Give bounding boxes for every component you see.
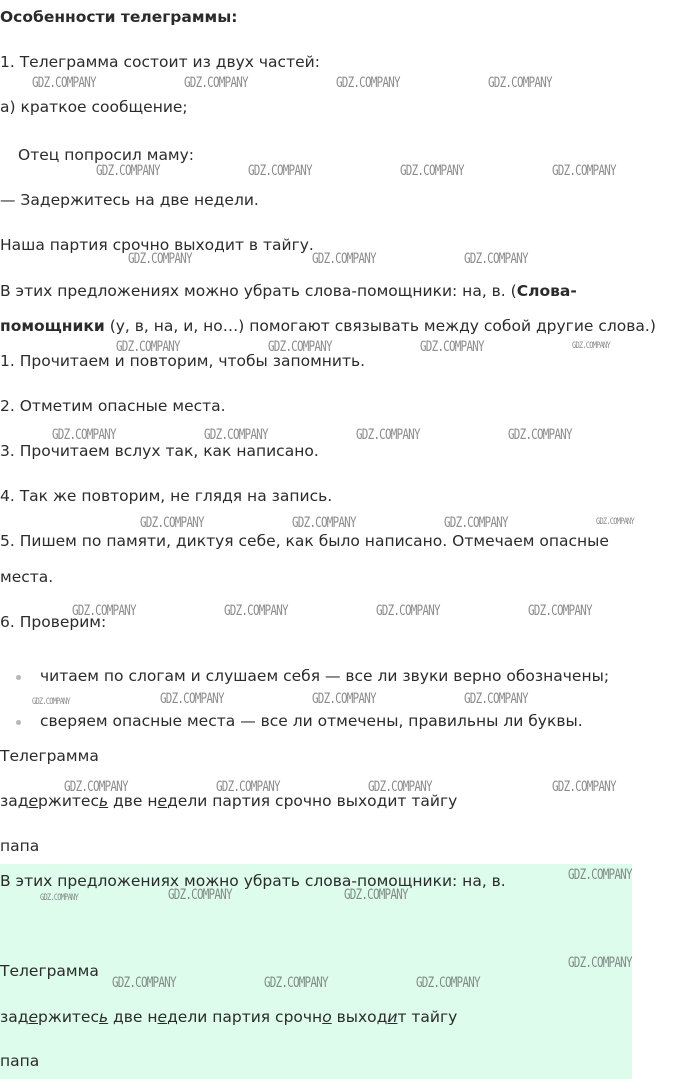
watermark: GDZ.COMPANY — [356, 427, 420, 443]
watermark: GDZ.COMPANY — [184, 75, 248, 91]
telegram-sign: папа — [0, 837, 40, 855]
step-5-cont: места. — [0, 568, 54, 586]
watermark: GDZ.COMPANY — [264, 975, 328, 991]
watermark: GDZ.COMPANY — [400, 163, 464, 179]
check-item-2: сверяем опасные места — все ли отмечены, правильны ли буквы. — [40, 712, 583, 730]
watermark: GDZ.COMPANY — [572, 341, 610, 351]
answer-telegram-sign: папа — [0, 1052, 40, 1070]
step-4: 4. Так же повторим, не глядя на запись. — [0, 487, 333, 505]
example-line-1: Отец попросил маму: — [18, 146, 195, 164]
watermark: GDZ.COMPANY — [344, 887, 408, 903]
watermark: GDZ.COMPANY — [508, 427, 572, 443]
watermark: GDZ.COMPANY — [160, 691, 224, 707]
step-3: 3. Прочитаем вслух так, как написано. — [0, 442, 319, 460]
watermark: GDZ.COMPANY — [204, 427, 268, 443]
page-title: Особенности телеграммы: — [0, 8, 238, 26]
intro-part-a: а) краткое сообщение; — [0, 98, 188, 116]
watermark: GDZ.COMPANY — [528, 603, 592, 619]
watermark: GDZ.COMPANY — [596, 517, 634, 527]
note-line-1: В этих предложениях можно убрать слова-помощники: на, в. (Слова- — [0, 282, 577, 300]
watermark: GDZ.COMPANY — [312, 251, 376, 267]
step-2: 2. Отметим опасные места. — [0, 397, 226, 415]
watermark: GDZ.COMPANY — [488, 75, 552, 91]
watermark: GDZ.COMPANY — [444, 515, 508, 531]
answer-telegram-text: задержитесь две недели партия срочно выходит тайгу — [0, 1008, 458, 1026]
watermark: GDZ.COMPANY — [312, 691, 376, 707]
step-1: 1. Прочитаем и повторим, чтобы запомнить. — [0, 352, 366, 370]
watermark: GDZ.COMPANY — [140, 515, 204, 531]
step-5: 5. Пишем по памяти, диктуя себе, как было написано. Отмечаем опасные — [0, 532, 609, 550]
watermark: GDZ.COMPANY — [32, 75, 96, 91]
watermark: GDZ.COMPANY — [568, 955, 632, 971]
watermark: GDZ.COMPANY — [568, 867, 632, 883]
bullet-icon — [16, 720, 21, 725]
example-line-2: — Задержитесь на две недели. — [0, 191, 259, 209]
watermark: GDZ.COMPANY — [248, 163, 312, 179]
watermark: GDZ.COMPANY — [552, 163, 616, 179]
watermark: GDZ.COMPANY — [552, 779, 616, 795]
watermark: GDZ.COMPANY — [116, 339, 180, 355]
watermark: GDZ.COMPANY — [40, 893, 78, 903]
watermark: GDZ.COMPANY — [376, 603, 440, 619]
answer-line-1: В этих предложениях можно убрать слова-помощники: на, в. — [0, 872, 506, 890]
watermark: GDZ.COMPANY — [416, 975, 480, 991]
watermark: GDZ.COMPANY — [292, 515, 356, 531]
telegram-heading: Телеграмма — [0, 747, 99, 765]
watermark: GDZ.COMPANY — [96, 163, 160, 179]
telegram-text: задержитесь две недели партия срочно выходит тайгу — [0, 792, 458, 810]
watermark: GDZ.COMPANY — [464, 251, 528, 267]
watermark: GDZ.COMPANY — [32, 697, 70, 707]
watermark: GDZ.COMPANY — [168, 887, 232, 903]
watermark: GDZ.COMPANY — [52, 427, 116, 443]
step-6: 6. Проверим: — [0, 613, 107, 631]
watermark: GDZ.COMPANY — [336, 75, 400, 91]
watermark: GDZ.COMPANY — [420, 339, 484, 355]
watermark: GDZ.COMPANY — [464, 691, 528, 707]
watermark: GDZ.COMPANY — [128, 251, 192, 267]
note-line-2: помощники (у, в, на, и, но…) помогают связывать между собой другие слова.) — [0, 317, 656, 335]
watermark: GDZ.COMPANY — [268, 339, 332, 355]
watermark: GDZ.COMPANY — [216, 779, 280, 795]
answer-telegram-heading: Телеграмма — [0, 962, 99, 980]
bullet-icon — [16, 675, 21, 680]
watermark: GDZ.COMPANY — [64, 779, 128, 795]
example-line-3: Наша партия срочно выходит в тайгу. — [0, 236, 314, 254]
watermark: GDZ.COMPANY — [112, 975, 176, 991]
intro-parts: 1. Телеграмма состоит из двух частей: — [0, 53, 320, 71]
watermark: GDZ.COMPANY — [368, 779, 432, 795]
watermark: GDZ.COMPANY — [72, 603, 136, 619]
check-item-1: читаем по слогам и слушаем себя — все ли звуки верно обозначены; — [40, 667, 610, 685]
watermark: GDZ.COMPANY — [224, 603, 288, 619]
